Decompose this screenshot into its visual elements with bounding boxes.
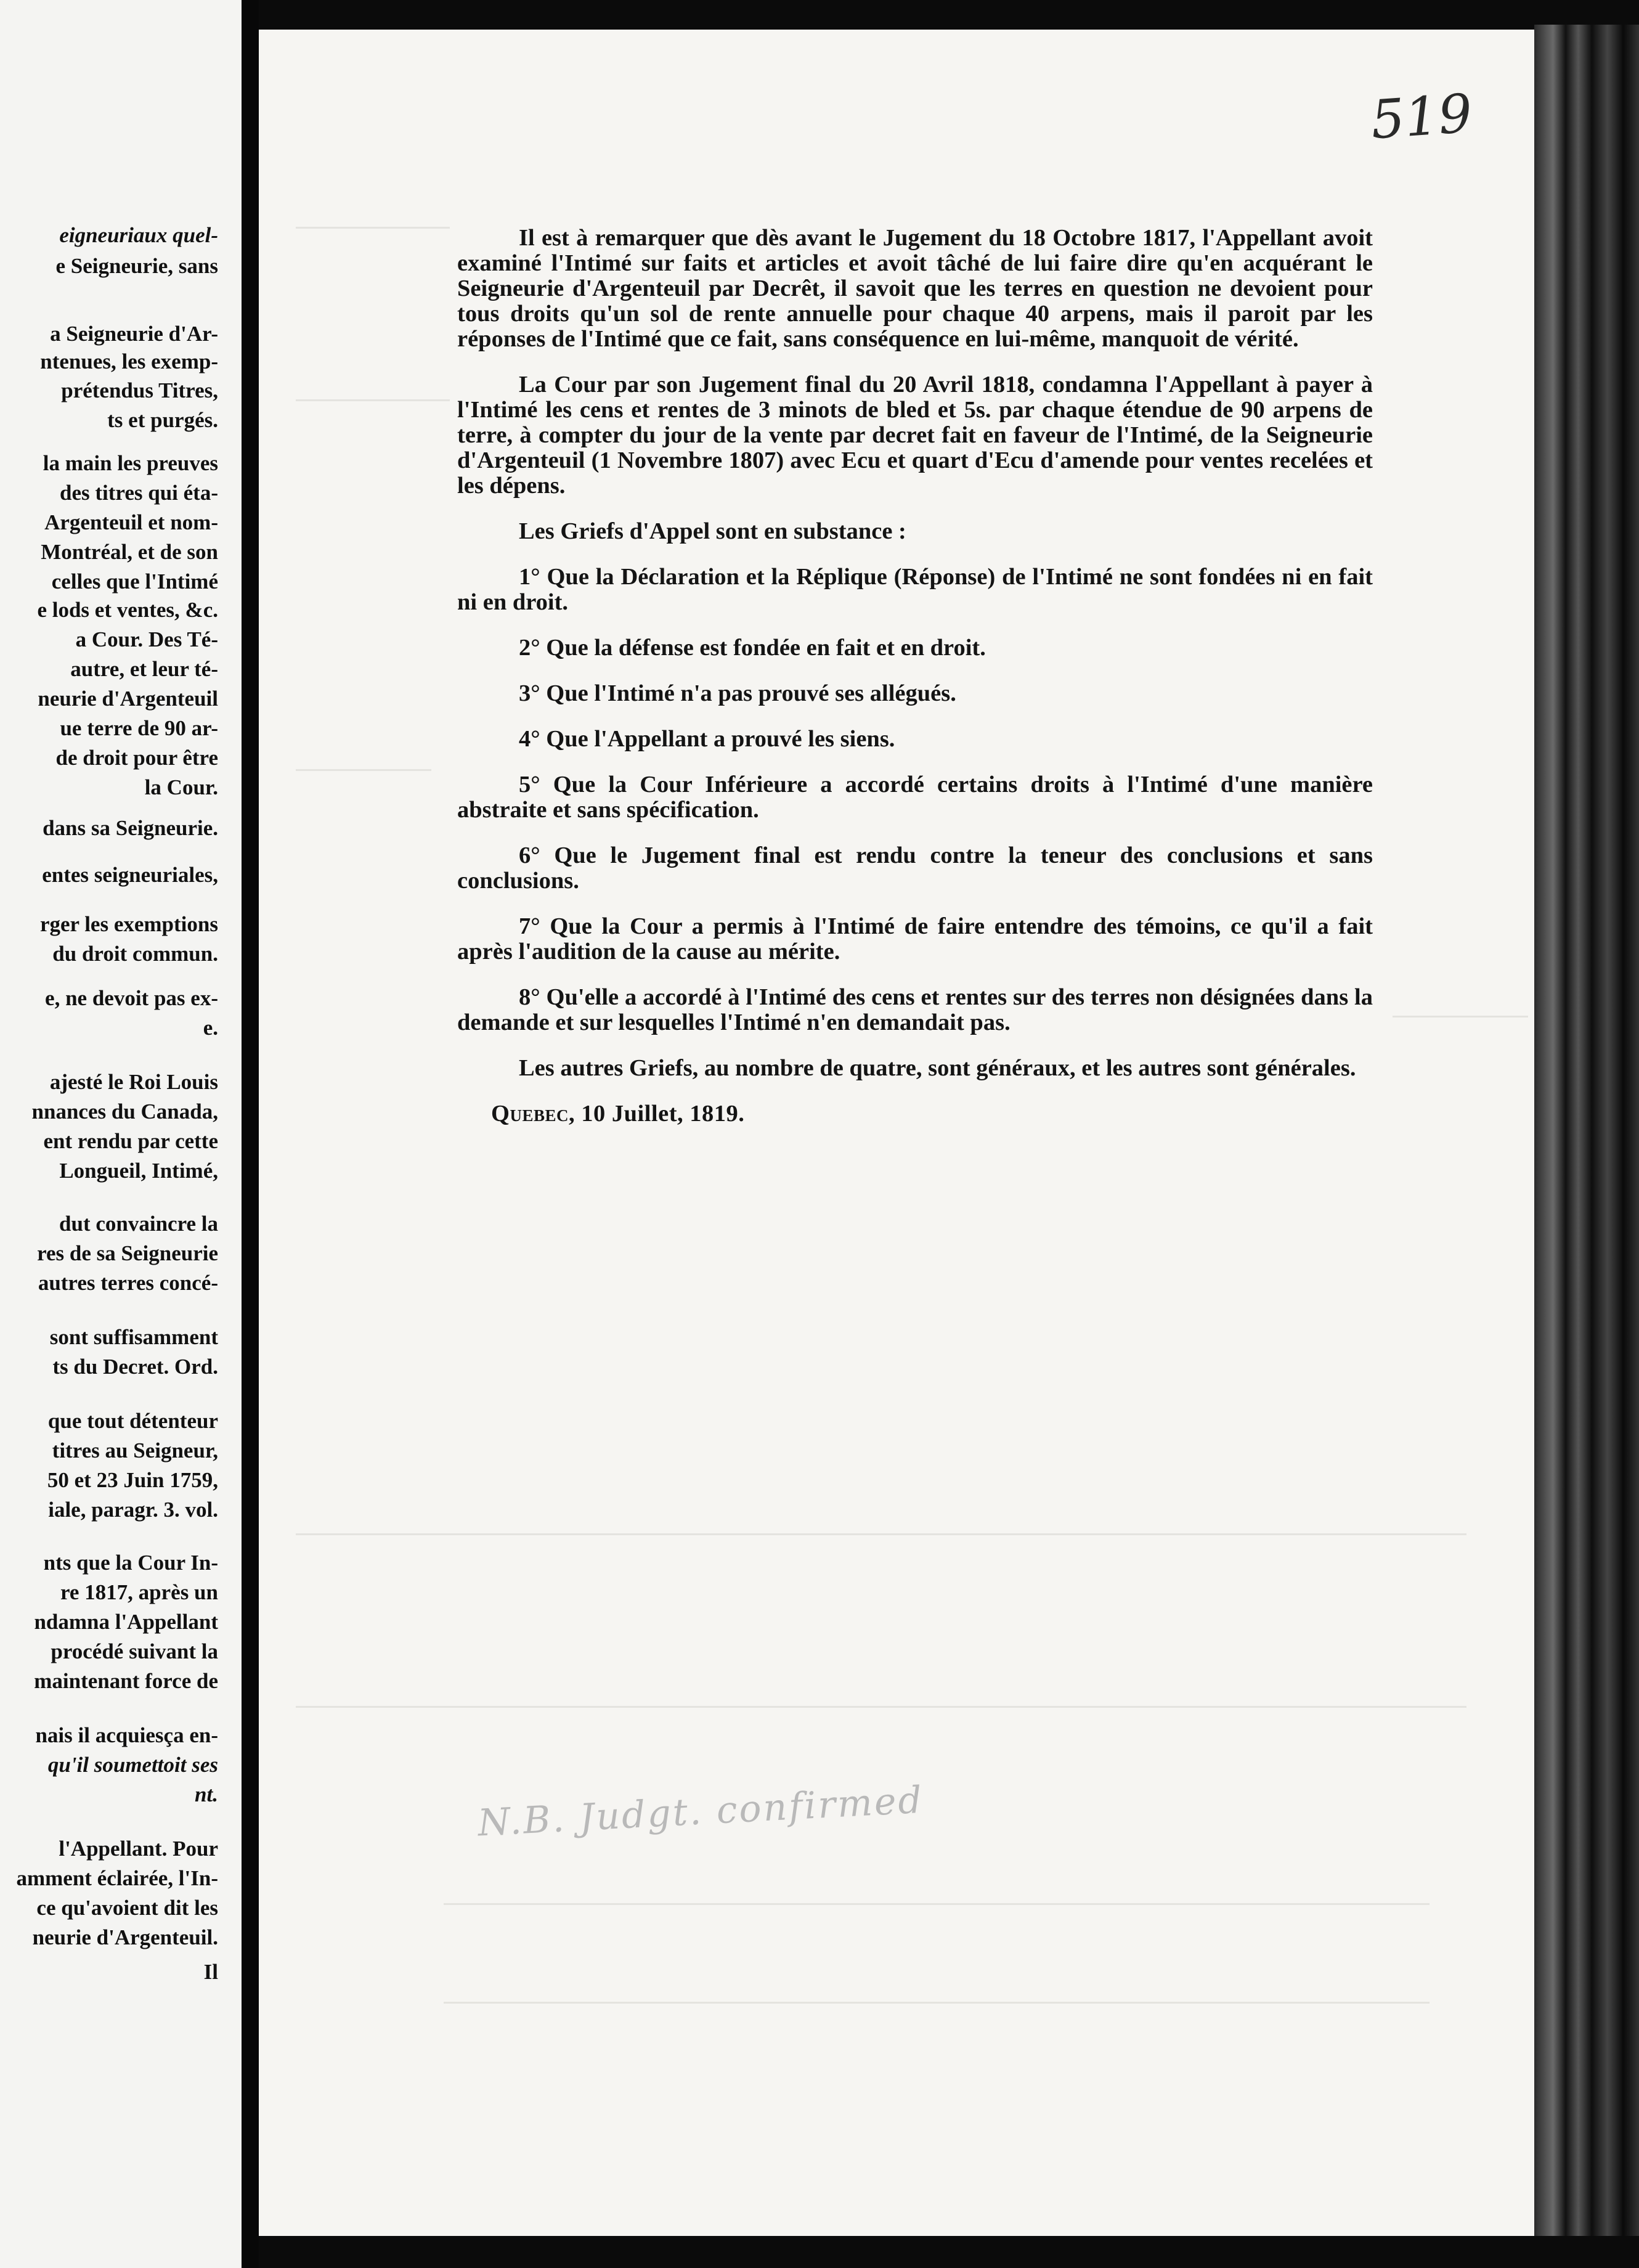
bleed-through-line (296, 769, 431, 771)
book-page-edges (1534, 25, 1639, 2243)
paragraph-autres-griefs: Les autres Griefs, au nombre de quatre, sont généraux, et les autres sont générales. (519, 1055, 1356, 1081)
left-page-line: nnances du Canada, (31, 1099, 218, 1124)
bleed-through-line (296, 399, 450, 401)
left-page-line: procédé suivant la (51, 1639, 218, 1663)
left-page-line: ts du Decret. Ord. (52, 1355, 218, 1379)
book-gutter (242, 0, 259, 2268)
left-page-line: a Cour. Des Té- (75, 627, 218, 651)
left-page-line: titres au Seigneur, (52, 1438, 218, 1462)
left-page-line: du droit commun. (52, 942, 218, 966)
left-page-line: amment éclairée, l'In- (16, 1866, 218, 1890)
paragraph-jugement: La Cour par son Jugement final du 20 Avril 1818, condamna l'Appellant à payer à l'Intimé les cens et rentes de 3 minots de bled et 5s. par chaque étendue de 90 arpens de terre, à compter du jour de la vente par decret fait en faveur de l'Intimé, de la Seigneurie d'Argenteuil (1 Novembre 1807) avec Ecu et quart d'Ecu d'amende pour ventes recelées et les dépens. (457, 372, 1373, 499)
signature-line (457, 1101, 1373, 1127)
left-page-line: de droit pour être (55, 746, 218, 770)
left-page-line: ntenues, les exemp- (40, 349, 218, 373)
left-page-line: e Seigneurie, sans (55, 254, 218, 278)
page-edge-top (259, 0, 1639, 30)
left-page-line: nais il acquiesça en- (35, 1723, 218, 1747)
page-edge-bottom (259, 2236, 1639, 2268)
left-page-line: a Seigneurie d'Ar- (50, 322, 218, 346)
left-page-line: dans sa Seigneurie. (43, 816, 218, 840)
left-page-line: ndamna l'Appellant (34, 1610, 218, 1634)
left-page-line: des titres qui éta- (60, 481, 218, 505)
bleed-through-line (1393, 1016, 1528, 1018)
left-page-line: entes seigneuriales, (42, 863, 218, 887)
grief-6: 6° Que le Jugement final est rendu contre la teneur des conclusions et sans conclusions. (457, 842, 1373, 894)
left-page-fragment (0, 0, 242, 2268)
grief-8: 8° Qu'elle a accordé à l'Intimé des cens et rentes sur des terres non désignées dans la demande et sur lesquelles l'Intimé n'en demandait pas. (457, 984, 1373, 1035)
left-page-line: neurie d'Argenteuil (38, 687, 218, 711)
body-text (457, 226, 1373, 1147)
left-page-line: nt. (195, 1782, 218, 1806)
left-page-line: ajesté le Roi Louis (49, 1070, 218, 1094)
left-page-line: Il (203, 1960, 218, 1984)
signature-place: Quebec (491, 1101, 569, 1127)
left-page-line: dut convaincre la (59, 1212, 218, 1236)
left-page-line: qu'il soumettoit ses (47, 1753, 218, 1777)
left-page-line: la main les preuves (43, 451, 218, 475)
left-page-line: l'Appellant. Pour (59, 1837, 218, 1861)
left-page-line: 50 et 23 Juin 1759, (47, 1468, 218, 1492)
grief-2: 2° Que la défense est fondée en fait et en droit. (519, 635, 986, 661)
bleed-through-line (296, 1706, 1466, 1708)
bleed-through-line (296, 1533, 1466, 1535)
grief-1: 1° Que la Déclaration et la Réplique (Réponse) de l'Intimé ne sont fondées ni en fait ni en droit. (457, 564, 1373, 615)
grief-4: 4° Que l'Appellant a prouvé les siens. (519, 726, 895, 752)
left-page-line: ce qu'avoient dit les (36, 1896, 218, 1920)
left-page-line: re 1817, après un (60, 1580, 218, 1604)
left-page-line: neurie d'Argenteuil. (32, 1925, 218, 1949)
bleed-through-line (444, 2002, 1430, 2004)
left-page-line: e lods et ventes, &c. (37, 598, 218, 622)
grief-7: 7° Que la Cour a permis à l'Intimé de faire entendre des témoins, ce qu'il a fait après l'audition de la cause au mérite. (457, 913, 1373, 965)
left-page-line: ts et purgés. (107, 408, 218, 432)
left-page-line: que tout détenteur (47, 1409, 218, 1433)
left-page-line: la Cour. (144, 775, 218, 799)
bleed-through-line (444, 1903, 1430, 1905)
left-page-line: ent rendu par cette (43, 1129, 218, 1153)
signature-date: , 10 Juillet, 1819. (568, 1101, 745, 1127)
left-page-line: prétendus Titres, (61, 378, 218, 402)
left-page-line: ue terre de 90 ar- (60, 716, 218, 740)
paragraph-remarque: Il est à remarquer que dès avant le Jugement du 18 Octobre 1817, l'Appellant avoit examiné l'Intimé sur faits et articles et avoit tâché de lui faire dire qu'en acquérant le Seigneurie d'Argenteuil par Decrêt, il savoit que les terres en question ne devoient pour tous droits qu'un sol de rente annuelle pour chaque 40 arpens, mais il paroit par les réponses de l'Intimé que ce fait, sans conséquence en lui-même, manquoit de vérité. (457, 225, 1373, 352)
left-page-line: iale, paragr. 3. vol. (48, 1498, 218, 1522)
left-page-line: sont suffisamment (49, 1325, 218, 1349)
left-page-line: autres terres concé- (38, 1271, 218, 1295)
handwritten-marginal-note: N.B. Judgt. confirmed (476, 1778, 925, 1845)
left-page-line: rger les exemptions (39, 912, 218, 936)
left-page-line: celles que l'Intimé (51, 569, 218, 594)
left-page-line: Argenteuil et nom- (44, 510, 218, 534)
left-page-line: res de sa Seigneurie (37, 1241, 218, 1265)
paragraph-griefs-intro: Les Griefs d'Appel sont en substance : (519, 518, 906, 544)
left-page-line: Montréal, et de son (41, 540, 218, 564)
left-page-line: nts que la Cour In- (43, 1551, 218, 1575)
left-page-line: e. (203, 1016, 218, 1040)
bleed-through-line (296, 227, 450, 229)
left-page-line: maintenant force de (34, 1669, 218, 1693)
grief-3: 3° Que l'Intimé n'a pas prouvé ses allégués. (519, 680, 956, 706)
left-page-line: Longueil, Intimé, (59, 1159, 218, 1183)
left-page-line: eigneuriaux quel- (59, 223, 218, 247)
page-number: 519 (1369, 83, 1474, 152)
left-page-line: autre, et leur té- (70, 657, 218, 681)
grief-5: 5° Que la Cour Inférieure a accordé certains droits à l'Intimé d'une manière abstraite et sans spécification. (457, 772, 1373, 823)
left-page-line: e, ne devoit pas ex- (45, 986, 218, 1010)
